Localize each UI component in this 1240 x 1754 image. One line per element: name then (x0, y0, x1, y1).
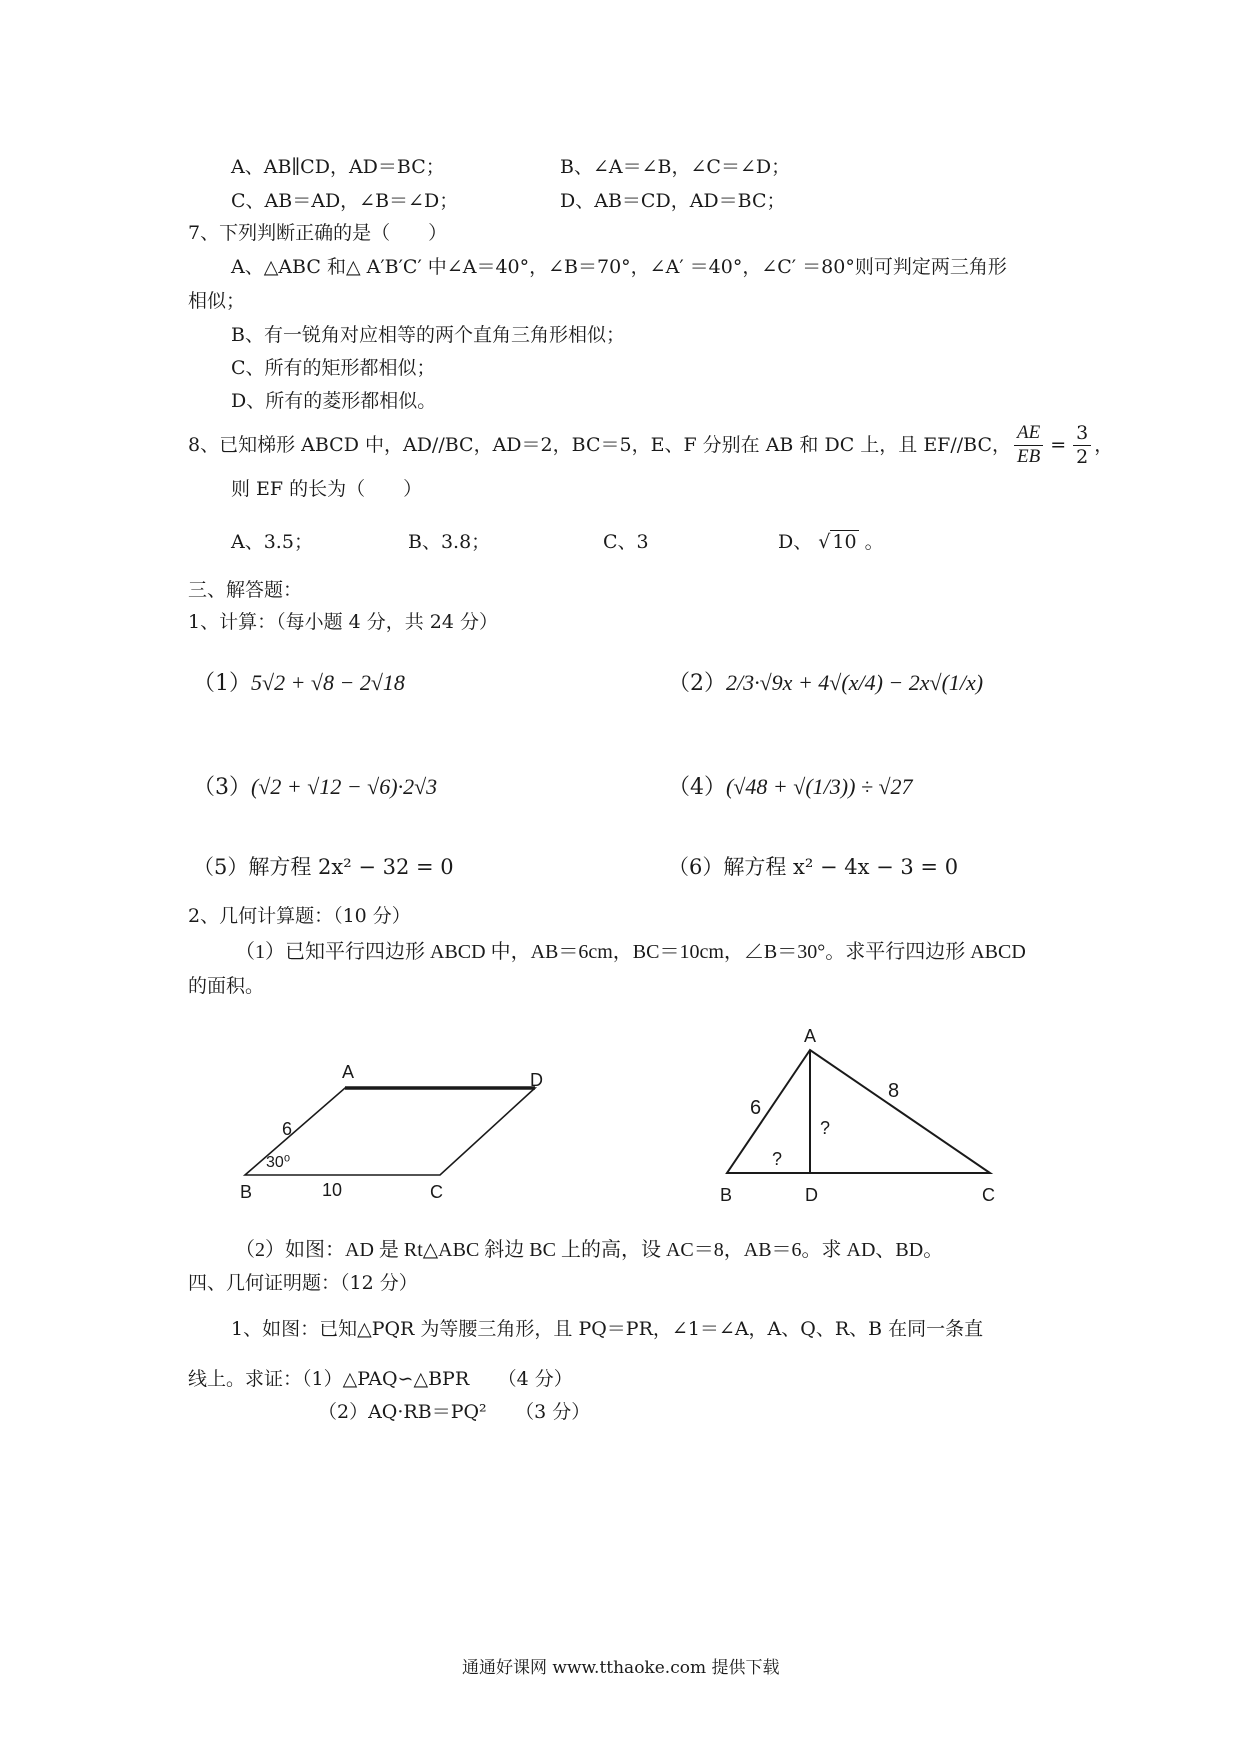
q7-option-b: B、有一锐角对应相等的两个直角三角形相似； (231, 324, 625, 346)
problem-2-label: （2） (668, 671, 726, 696)
q6-option-c: C、AB＝AD，∠B＝∠D； (231, 190, 459, 212)
triangle-label-b: B (720, 1185, 733, 1205)
q8-ratio-fraction (1014, 422, 1043, 469)
triangle-side-ab-6: 6 (750, 1097, 762, 1119)
problem-5: （5）解方程 2x² − 32 = 0 (193, 855, 454, 879)
problem-1 (193, 670, 405, 697)
parallelogram-angle-30: 30⁰ (266, 1154, 291, 1171)
problem-2-expression: 2/3·√9x + 4√(x/4) − 2x√(1/x) (726, 670, 984, 695)
q7-option-c: C、所有的矩形都相似； (231, 357, 436, 379)
q8-stem: 8、已知梯形 ABCD 中，AD//BC，AD＝2，BC＝5，E、F 分别在 AB 和 DC 上，且 EF//BC， (188, 433, 1012, 456)
problem-6: （6）解方程 x² − 4x − 3 = 0 (668, 855, 959, 879)
q8-equals: = (1050, 433, 1067, 456)
parallelogram-label-c: C (430, 1182, 443, 1202)
problem-3-label: （3） (193, 775, 251, 800)
q8-option-d-radicand: 10 (832, 531, 857, 553)
geometry-1-line2: 的面积。 (188, 975, 265, 997)
q6-option-a: A、AB∥CD，AD＝BC； (231, 156, 445, 178)
triangle-label-c: C (982, 1185, 995, 1205)
q8-option-b: B、3.8； (408, 531, 491, 553)
problem-3-expression: (√2 + √12 − √6)·2√3 (251, 774, 438, 799)
triangle-label-d: D (805, 1185, 818, 1205)
triangle-label-a: A (804, 1026, 817, 1046)
geometry-2: （2）如图：AD 是 Rt△ABC 斜边 BC 上的高，设 AC＝8，AB＝6。求 AD、BD。 (235, 1239, 944, 1261)
q8-value-numerator: 3 (1073, 422, 1091, 446)
parallelogram-side-10: 10 (322, 1180, 343, 1200)
q7-option-a-line1: A、△ABC 和△ A′B′C′ 中∠A＝40°，∠B＝70°，∠A′ ＝40°，∠C′ ＝80°则可判定两三角形 (231, 256, 1007, 278)
triangle-outline (727, 1050, 990, 1173)
proof-1-line2: 线上。求证：（1）△PAQ∽△BPR （4 分） (188, 1368, 573, 1390)
parallelogram-label-a: A (342, 1062, 355, 1082)
q8-ratio-denominator: EB (1017, 445, 1041, 467)
problem-1-expression: 5√2 + √8 − 2√18 (251, 670, 405, 695)
q8-option-d-radical: √ 10 (818, 531, 857, 553)
triangle-unknown-ad: ? (820, 1118, 831, 1138)
calc-title: 1、计算：（每小题 4 分，共 24 分） (188, 611, 499, 633)
q8-ratio-numerator: AE (1014, 422, 1043, 446)
q7-option-d: D、所有的菱形都相似。 (231, 390, 437, 412)
q7-option-a-line2: 相似； (188, 290, 246, 312)
q8-tail: ， (1094, 433, 1114, 456)
section4-title: 四、几何证明题：（12 分） (188, 1272, 418, 1294)
triangle-unknown-bd: ? (772, 1149, 783, 1169)
section3-title: 三、解答题： (188, 579, 303, 601)
problem-4-label: （4） (668, 775, 726, 800)
q8-option-d-suffix: 。 (864, 531, 884, 553)
proof-1-line3: （2）AQ·RB＝PQ² （3 分） (318, 1401, 591, 1423)
problem-1-label: （1） (193, 671, 251, 696)
q7-stem: 7、下列判断正确的是（ ） (188, 222, 448, 244)
problem-2 (668, 670, 983, 697)
parallelogram-label-d: D (530, 1070, 543, 1090)
geometry-1-line1: （1）已知平行四边形 ABCD 中，AB＝6cm，BC＝10cm，∠B＝30°。求平行四边形 ABCD (235, 941, 1026, 963)
parallelogram-figure (230, 1055, 570, 1205)
q6-option-d: D、AB＝CD，AD＝BC； (560, 190, 786, 212)
problem-3 (193, 774, 437, 801)
right-triangle-figure (700, 1020, 1020, 1215)
parallelogram-label-b: B (240, 1182, 253, 1202)
geometry-title: 2、几何计算题：（10 分） (188, 905, 411, 927)
parallelogram-side-6: 6 (282, 1119, 293, 1139)
proof-1-line1: 1、如图：已知△PQR 为等腰三角形，且 PQ＝PR，∠1＝∠A，A、Q、R、B 在同一条直 (231, 1318, 984, 1340)
q8-option-d-prefix: D、 (778, 531, 813, 553)
problem-4-expression: (√48 + √(1/3)) ÷ √27 (726, 774, 913, 799)
q8-option-d (778, 531, 884, 554)
page-footer: 通通好课网 www.tthaoke.com 提供下载 (462, 1658, 780, 1678)
q8-question-line: 则 EF 的长为（ ） (231, 478, 423, 500)
q8-value-fraction (1073, 422, 1091, 469)
q8-option-a: A、3.5； (231, 531, 313, 553)
q8-stem-line (188, 422, 1113, 469)
q8-option-c: C、3 (603, 531, 649, 553)
q8-value-denominator: 2 (1076, 445, 1089, 468)
problem-4 (668, 774, 913, 801)
triangle-side-ac-8: 8 (888, 1080, 900, 1102)
q6-option-b: B、∠A＝∠B，∠C＝∠D； (560, 156, 791, 178)
